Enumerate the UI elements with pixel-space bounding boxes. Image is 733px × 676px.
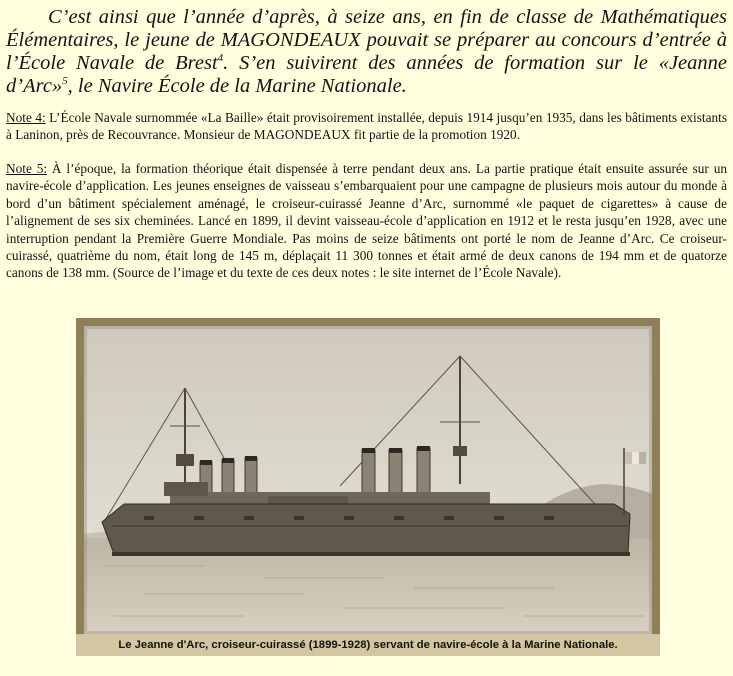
photo-caption: Le Jeanne d'Arc, croiseur-cuirassé (1899-1928) servant de navire-école à la Marine Nationale. — [76, 634, 660, 656]
note-5-label: Note 5: — [6, 161, 48, 176]
note-4-text: L’École Navale surnommée «La Baille» était provisoirement installée, depuis 1914 jusqu’en 1935, dans les bâtiments existants à Laninon, près de Recouvrance. Monsieur de MAGONDEAUX fit partie de la promotion 1920. — [6, 110, 728, 143]
note-4 — [6, 109, 727, 144]
footnote-ref-4: 4 — [217, 52, 224, 65]
intro-text-1: C’est ainsi que l’année d’après, à seize ans, en fin de classe de Mathématiques Élémentaires, le jeune de MAGONDEAUX pouvait se préparer au concours d’entrée à l’École Navale de Brest — [6, 6, 727, 74]
intro-text-2: . S’en suivirent des années de formation sur le «Jeanne d’Arc» — [6, 52, 727, 97]
ship-photo — [84, 326, 652, 634]
note-5 — [6, 160, 727, 282]
note-5-text: À l’époque, la formation théorique était dispensée à terre pendant deux ans. La partie pratique était ensuite assurée sur un navire-école d’application. Les jeunes enseignes de vaisseau s’embarquaient pour une campagne de plusieurs mois autour du monde à bord d’un bâtiment spécialement aménagé, le croiseur-cuirassé Jeanne d’Arc, surnommé «le paquet de cigarettes» à cause de l’alignement de ses six cheminées. Lancé en 1899, il devint vaisseau-école d’application en 1912 et le resta jusqu’en 1928, avec une interruption pendant la Première Guerre Mondiale. Pas moins de seize bâtiments ont porté le nom de Jeanne d’Arc. Ce croiseur-cuirassé, quatrième du nom, était long de 145 m, déplaçait 11 300 tonnes et était armé de deux canons de 194 mm et de quatorze canons de 138 mm. (Source de l’image et du texte de ces deux notes : le site internet de l’École Navale). — [6, 161, 727, 281]
footnote-ref-5: 5 — [62, 75, 68, 88]
intro-text-3: , le Navire École de la Marine Nationale. — [67, 75, 407, 97]
note-4-label: Note 4: — [6, 110, 46, 125]
ship-illustration — [84, 326, 652, 634]
photo-frame — [76, 318, 660, 656]
intro-paragraph — [6, 6, 727, 98]
